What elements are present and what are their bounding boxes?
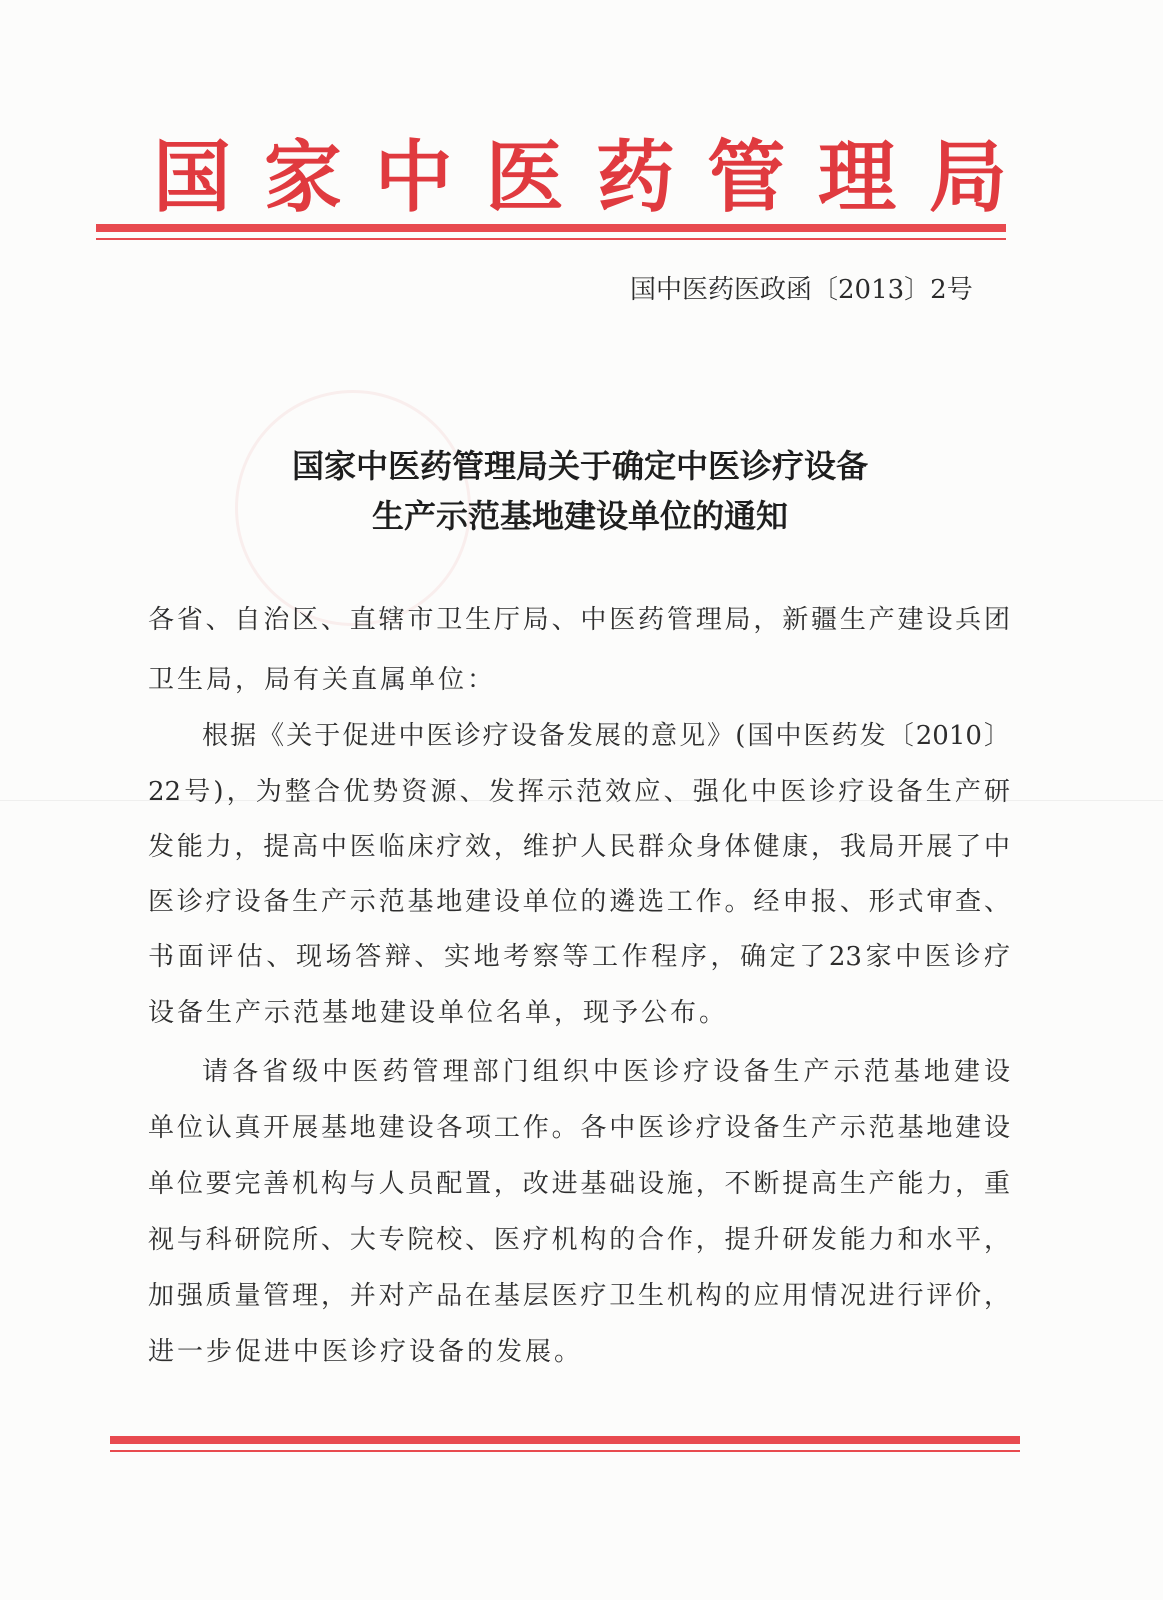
letterhead-char: 医	[485, 132, 564, 223]
letterhead-char: 国	[152, 132, 231, 223]
paragraph-1-line: 发能力，提高中医临床疗效，维护人民群众身体健康，我局开展了中	[148, 832, 1010, 862]
paragraph-2-line: 请各省级中医药管理部门组织中医诊疗设备生产示范基地建设	[202, 1057, 1010, 1087]
notice-title-line-2: 生产示范基地建设单位的通知	[371, 497, 788, 535]
paragraph-2-line: 加强质量管理，并对产品在基层医疗卫生机构的应用情况进行评价，	[148, 1281, 1010, 1311]
letterhead-char: 中	[374, 132, 453, 223]
addressee-line: 卫生局，局有关直属单位：	[148, 665, 497, 695]
paragraph-2-line: 视与科研院所、大专院校、医疗机构的合作，提升研发能力和水平，	[148, 1225, 1010, 1255]
paragraph-1-line: 22号)，为整合优势资源、发挥示范效应、强化中医诊疗设备生产研	[148, 777, 1010, 807]
letterhead-rule-thick	[96, 224, 1006, 232]
paragraph-2-line: 单位认真开展基地建设各项工作。各中医诊疗设备生产示范基地建设	[148, 1113, 1010, 1143]
letterhead-agency-name	[150, 128, 1010, 228]
addressee-line: 各省、自治区、直辖市卫生厅局、中医药管理局，新疆生产建设兵团	[148, 605, 1010, 635]
notice-title-line-1: 国家中医药管理局关于确定中医诊疗设备	[291, 447, 868, 485]
letterhead-char: 理	[818, 132, 897, 223]
letterhead-char: 局	[928, 132, 1007, 223]
footer-rule-thick	[110, 1436, 1020, 1444]
letterhead-rule-thin	[96, 238, 1006, 240]
paragraph-1-line: 设备生产示范基地建设单位名单，现予公布。	[148, 998, 729, 1028]
document-number: 国中医药医政函〔2013〕2号	[630, 275, 973, 305]
letterhead-char: 管	[707, 132, 786, 223]
paragraph-2-line: 进一步促进中医诊疗设备的发展。	[148, 1337, 584, 1367]
letterhead-char: 药	[596, 132, 675, 223]
paragraph-1-line: 根据《关于促进中医诊疗设备发展的意见》(国中医药发〔2010〕	[202, 721, 1010, 751]
paragraph-1-line: 书面评估、现场答辩、实地考察等工作程序，确定了23家中医诊疗	[148, 942, 1010, 972]
paragraph-2-line: 单位要完善机构与人员配置，改进基础设施，不断提高生产能力，重	[148, 1169, 1010, 1199]
paragraph-1-line: 医诊疗设备生产示范基地建设单位的遴选工作。经申报、形式审查、	[148, 887, 1010, 917]
footer-rule-thin	[110, 1450, 1020, 1452]
letterhead-char: 家	[263, 132, 342, 223]
